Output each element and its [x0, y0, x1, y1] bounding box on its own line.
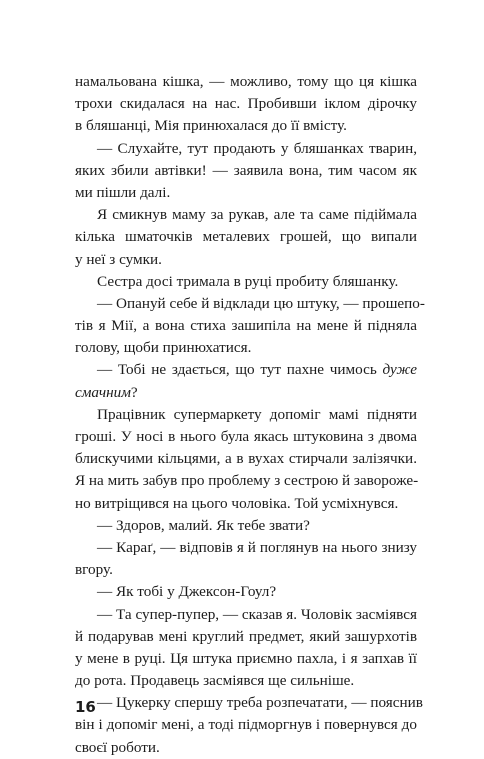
text-line — [75, 581, 417, 603]
text-line — [75, 293, 425, 315]
text-line-content: но витріщився на цього чоловіка. Той усміхнувся. — [75, 494, 399, 512]
text-line — [75, 182, 417, 204]
text-line-content: — Тобі не здається, що тут пахне чимось — [97, 361, 377, 379]
italic-emphasis: смачним — [75, 383, 131, 401]
text-line-content: він і допоміг мені, а тоді підморгнув і повернувся до — [75, 716, 417, 734]
text-line — [75, 337, 417, 359]
text-line-content: яких збили автівки! — заявила вона, тим часом як — [75, 161, 417, 179]
text-line — [75, 204, 417, 226]
text-line-content: — Як тобі у Джексон-Гоул? — [97, 583, 277, 601]
text-line — [75, 537, 417, 559]
text-line-content: ми пішли далі. — [75, 183, 171, 201]
body-text — [75, 71, 425, 759]
text-line-content: у мене в руці. Ця штука приємно пахла, і я запхав її — [75, 649, 417, 667]
text-line-content: Працівник супермаркету допоміг мамі підняти — [97, 405, 417, 423]
text-line-content: вгору. — [75, 561, 113, 579]
text-line — [75, 670, 417, 692]
text-line-suffix: ? — [130, 383, 138, 401]
text-line — [75, 426, 417, 448]
text-line-content: до рота. Продавець засміявся ще сильніше. — [75, 672, 355, 690]
text-line — [75, 648, 417, 670]
text-line-content: Сестра досі тримала в руці пробиту бляшанку. — [97, 272, 399, 290]
text-line — [75, 515, 417, 537]
text-line — [75, 160, 417, 182]
text-line-content: — Та супер-пупер, — сказав я. Чоловік засміявся — [97, 605, 417, 623]
text-line-content: гроші. У носі в нього була якась штуковина з двома — [75, 428, 417, 445]
text-line — [75, 604, 417, 626]
text-line-content: — Цукерку спершу треба розпечатати, — пояснив — [97, 694, 423, 712]
text-line-content: тів я Мії, а вона стиха зашипіла на мене й підняла — [75, 317, 417, 335]
text-line — [75, 493, 417, 515]
text-line-content: голову, щоби принюхатися. — [75, 339, 252, 357]
text-line — [75, 559, 417, 581]
text-line — [75, 382, 417, 404]
text-line — [75, 71, 417, 93]
text-line-content: своєї роботи. — [75, 738, 160, 756]
text-line — [75, 714, 417, 736]
text-line — [75, 249, 417, 271]
text-line — [75, 448, 417, 470]
text-line — [75, 315, 417, 337]
page-number: 16 — [75, 698, 96, 716]
text-line-content: трохи скидалася на нас. Пробивши іклом дірочку — [75, 95, 417, 113]
text-line — [75, 737, 417, 759]
italic-emphasis: дуже — [382, 361, 418, 379]
text-line — [75, 226, 417, 248]
text-line-content: й подарував мені круглий предмет, який зашурхотів — [75, 627, 417, 645]
text-line-content: — Слухайте, тут продають у бляшанках тварин, — [97, 139, 417, 157]
text-line-content: намальована кішка, — можливо, тому що ця кішка — [75, 73, 417, 90]
text-line — [75, 93, 417, 115]
text-line-content: — Караґ, — відповів я й поглянув на нього знизу — [97, 538, 417, 556]
text-line — [75, 359, 417, 381]
text-line-content: — Здоров, малий. Як тебе звати? — [97, 516, 310, 534]
text-line — [75, 115, 417, 137]
text-line-content: — Опануй себе й відклади цю штуку, — прошепо- — [97, 294, 425, 312]
text-line-content: Я смикнув маму за рукав, але та саме підіймала — [97, 206, 417, 224]
text-line — [75, 692, 423, 714]
text-line-content: Я на мить забув про проблему з сестрою й завороже- — [75, 472, 419, 490]
text-line — [75, 404, 417, 426]
text-line-content: в бляшанці, Мія принюхалася до її вмісту. — [75, 117, 347, 135]
text-line-content: кілька шматочків металевих грошей, що випали — [75, 228, 417, 246]
text-line — [75, 470, 417, 492]
text-line — [75, 271, 417, 293]
text-line — [75, 626, 417, 648]
text-line-content: у неї з сумки. — [75, 250, 162, 268]
text-line — [75, 138, 417, 160]
text-line-content: блискучими кільцями, а в вухах стирчали залізячки. — [75, 450, 417, 468]
